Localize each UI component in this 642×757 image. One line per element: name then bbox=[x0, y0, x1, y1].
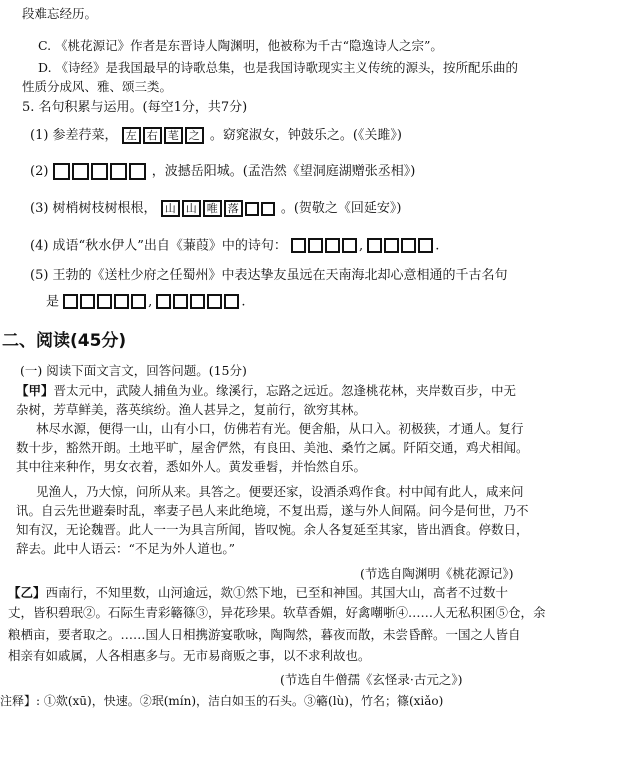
blank-group[interactable] bbox=[63, 294, 148, 310]
section-title-reading: 二、阅读(45分) bbox=[2, 331, 127, 351]
blank-box[interactable] bbox=[91, 163, 108, 180]
blank-box[interactable] bbox=[342, 238, 357, 253]
text-line: 段难忘经历。 bbox=[22, 6, 98, 21]
blank-group[interactable] bbox=[156, 294, 241, 310]
answer-box[interactable]: 落 bbox=[224, 200, 243, 217]
question-5-header: 5. 名句积累与运用。(每空1分，共7分) bbox=[22, 100, 248, 115]
option-d-line2: 性质分成风、雅、颂三类。 bbox=[22, 79, 173, 94]
passage-jia-label: 【甲】 bbox=[16, 383, 54, 398]
passage-text: 粮栖亩，要者取之。……国人日相携游宴歌咏，陶陶然，暮夜而散，未尝昏醉。一国之人皆自 bbox=[8, 627, 521, 642]
blank-box[interactable] bbox=[384, 238, 399, 253]
blank-box[interactable] bbox=[63, 294, 78, 309]
passage-text: 西南行，不知里数，山河逾远，欻①然下地，已至和神国。其国大山，高者不过数十 bbox=[45, 585, 509, 600]
blank-box[interactable] bbox=[401, 238, 416, 253]
answer-box[interactable]: 左 bbox=[122, 127, 141, 144]
blank-box[interactable] bbox=[129, 163, 146, 180]
blank-box[interactable] bbox=[291, 238, 306, 253]
blank-box[interactable] bbox=[418, 238, 433, 253]
blank-box[interactable] bbox=[190, 294, 205, 309]
blank-box[interactable] bbox=[80, 294, 95, 309]
reading-subheader: (一) 阅读下面文言文，回答问题。(15分) bbox=[20, 363, 247, 378]
passage-text: 相亲有如戚属，人各相惠多与。无市易商贩之事，以不求利故也。 bbox=[8, 648, 371, 663]
q5-item-5-line2: 是 , . bbox=[46, 294, 246, 310]
blank-group[interactable] bbox=[291, 238, 359, 254]
passage-text: 丈，皆积碧珉②。石际生青彩簵篠③，异花珍果。软草香媚，好禽嘲哳④……人无私积囷⑤仓，余 bbox=[8, 605, 546, 620]
blank-box[interactable] bbox=[224, 294, 239, 309]
blank-box[interactable] bbox=[261, 202, 275, 216]
blank-box[interactable] bbox=[308, 238, 323, 253]
option-d-line1: D. 《诗经》是我国最早的诗歌总集，也是我国诗歌现实主义传统的源头，按所配乐曲的 bbox=[38, 60, 519, 75]
blank-box[interactable] bbox=[72, 163, 89, 180]
passage-text: 见渔人，乃大惊，问所从来。具答之。便要还家，设酒杀鸡作食。村中闻有此人，咸来问 bbox=[36, 484, 524, 499]
passage-jia-line bbox=[16, 383, 516, 399]
blank-group[interactable] bbox=[367, 238, 435, 254]
blank-box[interactable] bbox=[110, 163, 127, 180]
answer-box[interactable]: 右 bbox=[143, 127, 162, 144]
blank-box[interactable] bbox=[367, 238, 382, 253]
q5-item3-suffix: 。(贺敬之《回延安》) bbox=[280, 201, 402, 216]
blank-group[interactable] bbox=[53, 163, 148, 180]
q5-item-4: (4) 成语“秋水伊人”出自《蒹葭》中的诗句： , . bbox=[30, 238, 440, 254]
passage-yi-label: 【乙】 bbox=[8, 585, 46, 600]
q5-item5-prefix: 是 bbox=[46, 294, 60, 310]
passage-yi-line bbox=[8, 585, 508, 601]
passage-text: 讯。自云先世避秦时乱，率妻子邑人来此绝境，不复出焉，遂与外人间隔。问今是何世，乃不 bbox=[16, 503, 529, 518]
passage-yi-source: (节选自牛僧孺《玄怪录·古元之》) bbox=[280, 672, 463, 687]
passage-text: 晋太元中，武陵人捕鱼为业。缘溪行，忘路之远近。忽逢桃花林，夹岸数百步，中无 bbox=[53, 383, 517, 398]
passage-text: 数十步，豁然开朗。土地平旷，屋舍俨然，有良田、美池、桑竹之属。阡陌交通，鸡犬相闻。 bbox=[16, 440, 529, 455]
q5-item1-suffix: 。窈窕淑女，钟鼓乐之。(《关雎》) bbox=[209, 128, 402, 143]
q5-item4-prefix: (4) 成语“秋水伊人”出自《蒹葭》中的诗句： bbox=[30, 238, 287, 254]
blank-box[interactable] bbox=[207, 294, 222, 309]
q5-item-2 bbox=[30, 163, 415, 180]
answer-box[interactable]: 唯 bbox=[203, 200, 222, 217]
passage-text: 辞去。此中人语云：“不足为外人道也。” bbox=[16, 541, 236, 556]
q5-item-5-line1: (5) 王勃的《送杜少府之任蜀州》中表达挚友虽远在天南海北却心意相通的千古名句 bbox=[30, 268, 508, 283]
blank-box[interactable] bbox=[97, 294, 112, 309]
passage-text: 杂树，芳草鲜美，落英缤纷。渔人甚异之，复前行，欲穷其林。 bbox=[16, 402, 367, 417]
q5-item2-suffix: ，波撼岳阳城。(孟浩然《望洞庭湖赠张丞相》) bbox=[151, 164, 416, 179]
answer-box[interactable]: 山 bbox=[161, 200, 180, 217]
blank-box[interactable] bbox=[53, 163, 70, 180]
passage-jia-source: (节选自陶渊明《桃花源记》) bbox=[360, 566, 514, 581]
q5-item3-prefix: (3) 树梢树枝树根根， bbox=[30, 201, 157, 216]
blank-box[interactable] bbox=[325, 238, 340, 253]
q5-item2-prefix: (2) bbox=[30, 164, 49, 179]
answer-box[interactable]: 芼 bbox=[164, 127, 183, 144]
answer-box[interactable]: 山 bbox=[182, 200, 201, 217]
q5-item-1 bbox=[30, 127, 402, 144]
blank-box[interactable] bbox=[156, 294, 171, 309]
q5-item1-prefix: (1) 参差荇菜， bbox=[30, 128, 118, 143]
q5-item-3 bbox=[30, 200, 402, 217]
blank-box[interactable] bbox=[245, 202, 259, 216]
blank-box[interactable] bbox=[173, 294, 188, 309]
blank-box[interactable] bbox=[114, 294, 129, 309]
option-c: C. 《桃花源记》作者是东晋诗人陶渊明，他被称为千古“隐逸诗人之宗”。 bbox=[38, 38, 443, 53]
passage-text: 知有汉，无论魏晋。此人一一为具言所闻，皆叹惋。余人各复延至其家，皆出酒食。停数日， bbox=[16, 522, 529, 537]
passage-text: 林尽水源，便得一山，山有小口，仿佛若有光。便舍船，从口入。初极狭，才通人。复行 bbox=[36, 421, 524, 436]
passage-text: 其中往来种作，男女衣着，悉如外人。黄发垂髫，并怡然自乐。 bbox=[16, 459, 367, 474]
notes: 注释】: ①欻(xū)，快速。②珉(mín)，洁白如玉的石头。③簵(lù)，竹名；篠(xiǎo) bbox=[0, 694, 444, 708]
answer-box[interactable]: 之 bbox=[185, 127, 204, 144]
blank-box[interactable] bbox=[131, 294, 146, 309]
